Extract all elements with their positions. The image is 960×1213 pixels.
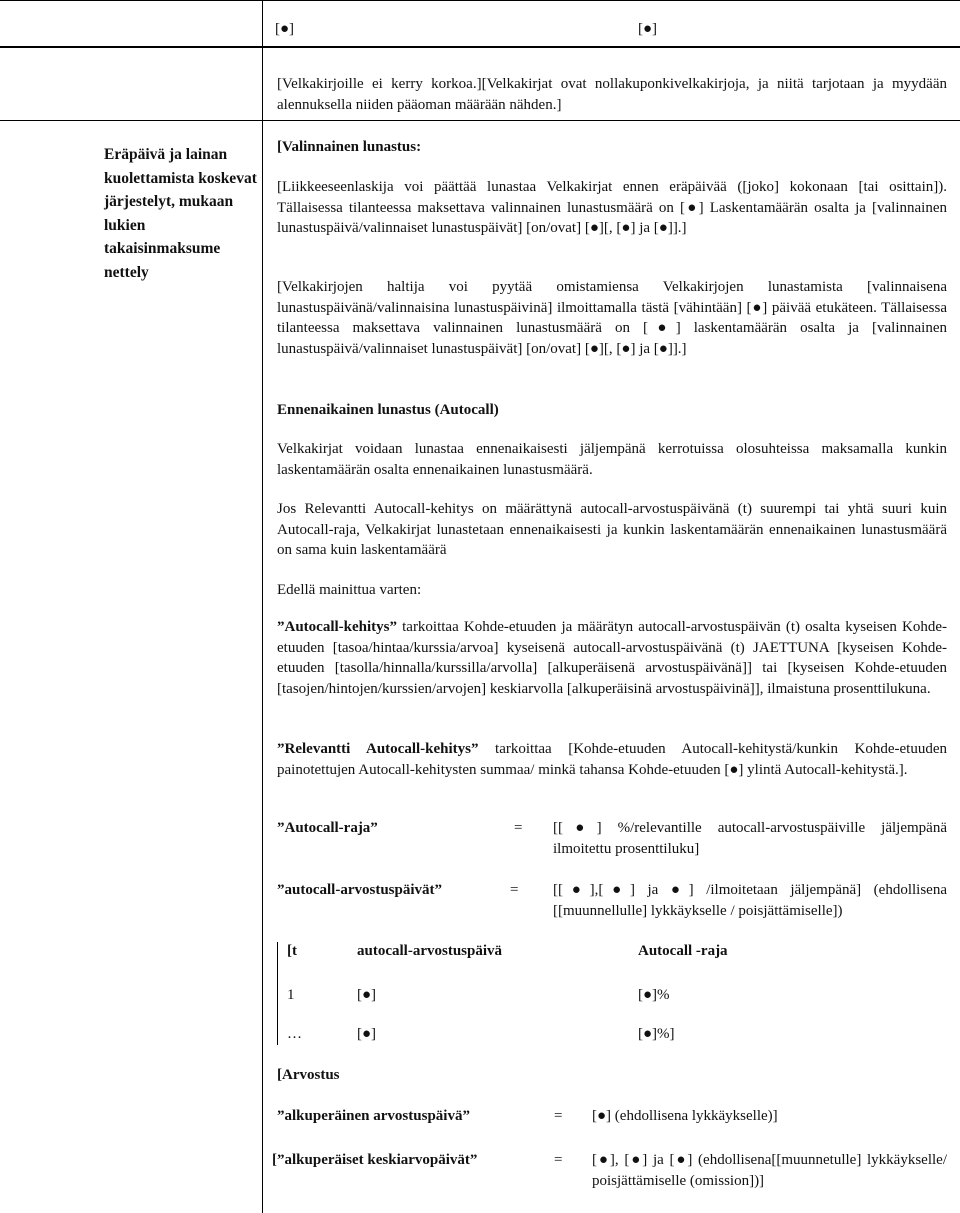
column-divider [262,1,263,46]
table-cell: [●]%] [638,1026,675,1042]
autocall-paragraph-1: Velkakirjat voidaan lunastaa ennenaikaisesti jäljempänä kerrotuissa olosuhteissa maksamalla kunkin laskentamäärän osalta ennenaikainen lunastusmäärä. [277,441,947,478]
definition-text: tarkoittaa [Kohde-etuuden Autocall-kehitystä/kunkin Kohde-etuuden painotettujen Autocall-kehitysten summaa/ minkä tahansa Kohde-etuuden [●] ylintä Autocall-kehitystä.]. [277,741,947,778]
schedule-table-border [277,942,278,1045]
valuation-heading: [Arvostus [277,1067,340,1083]
definition-text-autocall-raja: [[●] %/relevantille autocall-arvostuspäiville jäljempänä ilmoitettu prosenttiluku] [553,820,947,857]
definition-text-keskiarvopaivat: [●], [●] ja [●] (ehdollisena[[muunnetulle] lykkäykselle/ poisjättämiselle (omission])] [592,1152,947,1189]
definition-text-alkuperainen: [●] (ehdollisena lykkäykselle)] [592,1108,778,1124]
optional-redemption-heading: [Valinnainen lunastus: [277,139,422,155]
definition-text: tarkoittaa Kohde-etuuden ja määrätyn autocall-arvostuspäivän (t) osalta kyseisen Kohde-etuuden [tasoa/hintaa/kurssia/arvoa] kyseisenä autocall-arvostuspäivänä (t) JAETTUNA [kyseisen Kohde-etuuden [tasolla/hinnalla/kurssilla/arvolla] [alkuperäisenä arvostuspäivänä]] tai [kyseisen Kohde-etuuden [tasojen/hintojen/kurssien/arvojen] keskiarvolla [alkuperäisinä arvostuspäivinä]], ilmaistuna prosenttilukuna. [277,619,947,697]
definition-term-alkuperainen: ”alkuperäinen arvostuspäivä” [277,1108,470,1124]
table-header-barrier: Autocall -raja [638,943,728,959]
definition-term-arvostuspaivat: ”autocall-arvostuspäivät” [277,882,442,898]
equals-sign: = [514,820,523,836]
definition-relevantti-autocall [277,739,947,780]
table-cell: [●]% [638,987,670,1003]
autocall-heading: Ennenaikainen lunastus (Autocall) [277,402,499,418]
equals-sign: = [554,1108,563,1124]
definition-autocall-kehitys [277,617,947,699]
table-header-t: [t [287,943,297,959]
row-label: Eräpäivä ja lainan kuolettamista koskevat järjestelyt, mukaan lukien takaisinmaksume nettely [104,146,257,281]
header-cell-left: [●] [275,21,295,37]
issuer-call-paragraph: [Liikkeeseenlaskija voi päättää lunastaa Velkakirjat ennen eräpäivää ([joko] kokonaan [tai osittain]). Tällaisessa tilanteessa maksettava valinnainen lunastusmäärä on [●] Laskentamäärän osalta ja [valinnainen lunastuspäivä/valinnaiset lunastuspäivät] [on/ovat] [●][, [●] ja [●]].] [277,179,947,236]
row-divider [0,120,960,121]
table-cell: 1 [287,987,295,1003]
autocall-paragraph-2: Jos Relevantti Autocall-kehitys on määrättynä autocall-arvostuspäivänä (t) suurempi tai yhtä suuri kuin Autocall-raja, Velkakirjat lunastetaan ennenaikaisesti ja kunkin laskentamäärän ennenaikainen lunastusmäärä on sama kuin laskentamäärä [277,501,947,558]
definition-text-arvostuspaivat: [[●],[●] ja ●] /ilmoitetaan jäljempänä] (ehdollisena [[muunnellulle] lykkäykselle / poisjättämiselle]) [553,882,947,919]
table-header-date: autocall-arvostuspäivä [357,943,503,959]
definition-term-keskiarvopaivat: [”alkuperäiset keskiarvopäivät” [272,1152,478,1168]
header-row [0,0,960,47]
table-cell: [●] [357,987,377,1003]
table-cell: [●] [357,1026,377,1042]
equals-sign: = [554,1152,563,1168]
purpose-line: Edellä mainittua varten: [277,582,422,598]
definition-term: ”Relevantti Autocall-kehitys” [277,741,479,757]
definition-term-autocall-raja: ”Autocall-raja” [277,820,378,836]
equals-sign: = [510,882,519,898]
header-cell-right: [●] [638,21,658,37]
table-cell: … [287,1026,302,1042]
intro-note: [Velkakirjoille ei kerry korkoa.][Velkakirjat ovat nollakuponkivelkakirjoja, ja niitä tarjotaan ja myydään alennuksella niiden pääoman määrään nähden.] [277,76,947,113]
holder-put-paragraph: [Velkakirjojen haltija voi pyytää omistamiensa Velkakirjojen lunastamista [valinnaisena lunastuspäivänä/valinnaisina lunastuspäivinä] ilmoittamalla tästä [vähintään] [●] päivää etukäteen. Tällaisessa tilanteessa maksettava valinnainen lunastusmäärä on [●] laskentamäärän osalta ja [valinnainen lunastuspäivä/valinnaiset lunastuspäivät] [on/ovat] [●][, [●] ja [●]].] [277,279,947,357]
definition-term: ”Autocall-kehitys” [277,619,397,635]
